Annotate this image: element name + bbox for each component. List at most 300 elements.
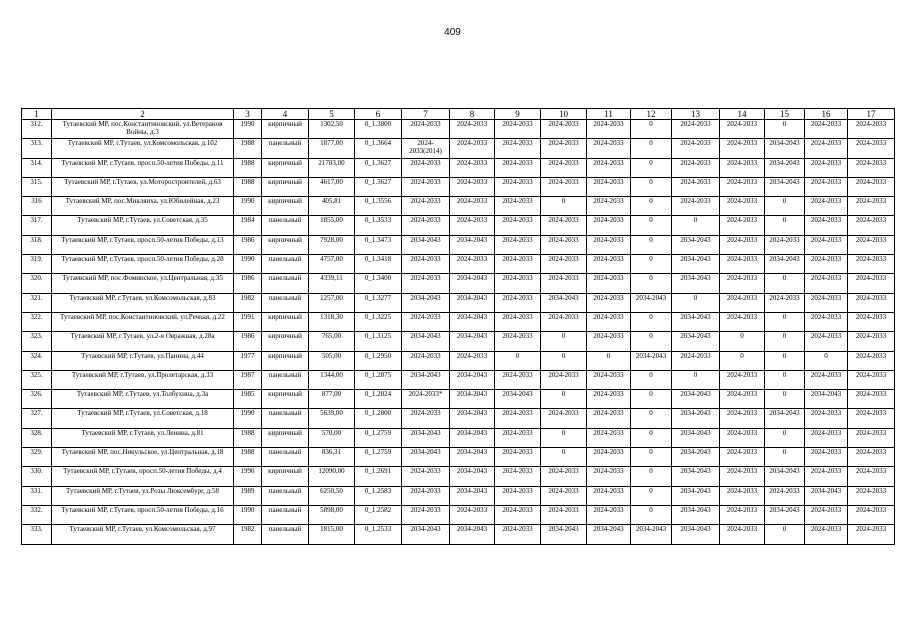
table-cell: 2034-2043 — [672, 505, 720, 524]
table-cell: 2024-2033 — [402, 505, 450, 524]
table-cell: 1988 — [234, 158, 262, 177]
table-cell: панельный — [262, 525, 309, 544]
table-cell: 2024-2033 — [720, 428, 765, 447]
table-cell: 2024-2033 — [402, 216, 450, 235]
table-cell: 1855,00 — [309, 216, 355, 235]
table-cell: 0_1.2583 — [355, 486, 402, 505]
address-cell: Тутаевский МР, г.Тутаев, ул.2-я Овражная, д.28а — [52, 332, 234, 351]
table-cell: 836,31 — [309, 448, 355, 467]
address-cell: Тутаевский МР, г.Тутаев, ул.Советская, д.35 — [52, 216, 234, 235]
table-cell: 2024-2033 — [805, 197, 848, 216]
table-cell: 2034-2043 — [450, 525, 495, 544]
table-cell: 2024-2033 — [495, 428, 541, 447]
table-cell: 1990 — [234, 120, 262, 139]
table-cell: 405,81 — [309, 197, 355, 216]
table-cell: 2024-2033 — [495, 235, 541, 254]
table-cell: 2024-2033 — [720, 467, 765, 486]
table-cell: 2024-2033 — [805, 312, 848, 331]
table-cell: 2024-2033 — [805, 235, 848, 254]
table-cell: 0_1.2950 — [355, 351, 402, 370]
address-cell: Тутаевский МР, г.Тутаев, просп.50-летия Победы, д.11 — [52, 158, 234, 177]
table-cell: 0 — [631, 139, 672, 158]
table-cell: 0_1.3627 — [355, 158, 402, 177]
table-cell: панельный — [262, 505, 309, 524]
table-cell: 2024-2033 — [402, 197, 450, 216]
table-cell: 2024-2033 — [805, 332, 848, 351]
table-cell: 2034-2043 — [402, 525, 450, 544]
table-cell: 0 — [805, 351, 848, 370]
table-cell: 0 — [631, 255, 672, 274]
table-cell: 2024-2033 — [587, 216, 631, 235]
table-cell: 2024-2033 — [848, 486, 895, 505]
table-cell: 2024-2033 — [541, 235, 587, 254]
table-cell: 2024-2033 — [848, 120, 895, 139]
row-number-cell: 314. — [22, 158, 52, 177]
table-cell: 0 — [765, 274, 805, 293]
table-row — [22, 139, 895, 158]
table-cell: 0_1.2691 — [355, 467, 402, 486]
column-header: 4 — [262, 109, 309, 120]
table-cell: 2024-2033 — [805, 428, 848, 447]
table-cell: 2024-2033 — [541, 177, 587, 196]
table-cell: панельный — [262, 370, 309, 389]
table-row — [22, 390, 895, 409]
table-cell: 2034-2043 — [402, 428, 450, 447]
table-cell: 2024-2033 — [587, 409, 631, 428]
table-cell: 2024-2033 — [805, 158, 848, 177]
table-body — [22, 120, 895, 545]
table-cell: кирпичный — [262, 197, 309, 216]
table-cell: 2024-2033 — [720, 197, 765, 216]
table-cell: 2024-2033 — [720, 139, 765, 158]
table-cell: 2024-2033 — [495, 216, 541, 235]
table-cell: 2034-2043 — [450, 274, 495, 293]
table-cell: кирпичный — [262, 158, 309, 177]
address-cell: Тутаевский МР, г.Тутаев, просп.50-летия Победы, д.13 — [52, 235, 234, 254]
table-cell: 2024-2033 — [805, 370, 848, 389]
table-cell: 2024-2033 — [848, 505, 895, 524]
table-cell: 2034-2043 — [672, 448, 720, 467]
table-cell: 2024-2033 — [765, 486, 805, 505]
table-cell: 2034-2043 — [672, 390, 720, 409]
table-cell: 2024-2033 — [587, 255, 631, 274]
address-cell: Тутаевский МР, пос.Константиновский, ул.Речная, д.22 — [52, 312, 234, 331]
table-cell: 2034-2043 — [765, 255, 805, 274]
column-header: 16 — [805, 109, 848, 120]
table-cell: 2024-2033 — [450, 197, 495, 216]
table-cell: 0 — [765, 370, 805, 389]
table-cell: 2034-2043 — [765, 158, 805, 177]
row-number-cell: 328. — [22, 428, 52, 447]
table-cell: 1990 — [234, 467, 262, 486]
table-cell: 2024-2033 — [495, 197, 541, 216]
table-cell: 2024-2033 — [402, 312, 450, 331]
table-cell: 0 — [495, 351, 541, 370]
column-header: 6 — [355, 109, 402, 120]
table-row — [22, 467, 895, 486]
table-row — [22, 505, 895, 524]
column-header: 1 — [22, 109, 52, 120]
table-cell: 0 — [541, 197, 587, 216]
table-cell: 1989 — [234, 486, 262, 505]
row-number-cell: 317. — [22, 216, 52, 235]
table-row — [22, 486, 895, 505]
table-cell: 2024-2033 — [587, 312, 631, 331]
row-number-cell: 326. — [22, 390, 52, 409]
table-cell: 0 — [672, 293, 720, 312]
table-cell: 0 — [541, 448, 587, 467]
table-cell: кирпичный — [262, 177, 309, 196]
table-cell: 2024-2033(2014) — [402, 139, 450, 158]
table-cell: 0_1.3400 — [355, 274, 402, 293]
table-cell: 2034-2043 — [672, 235, 720, 254]
table-cell: 2034-2043 — [450, 467, 495, 486]
table-cell: 2024-2033 — [587, 332, 631, 351]
table-cell: 0 — [541, 428, 587, 447]
table-cell: 2024-2033 — [848, 197, 895, 216]
table-cell: 2034-2043 — [402, 448, 450, 467]
table-cell: 2034-2043 — [541, 293, 587, 312]
table-cell: 2024-2033 — [541, 120, 587, 139]
table-cell: 765,00 — [309, 332, 355, 351]
table-cell: 2024-2033 — [720, 274, 765, 293]
table-cell: 2024-2033 — [587, 235, 631, 254]
table-cell: 2024-2033 — [848, 158, 895, 177]
table-cell: 0 — [765, 428, 805, 447]
table-cell: 2024-2033 — [720, 255, 765, 274]
table-cell: 1990 — [234, 505, 262, 524]
table-cell: 1987 — [234, 370, 262, 389]
column-header: 17 — [848, 109, 895, 120]
table-cell: 2024-2033 — [848, 274, 895, 293]
table-cell: 2034-2043 — [402, 370, 450, 389]
table-cell: панельный — [262, 293, 309, 312]
table-cell: 2024-2033 — [805, 216, 848, 235]
table-cell: 0 — [631, 120, 672, 139]
table-cell: 877,00 — [309, 390, 355, 409]
table-cell: кирпичный — [262, 428, 309, 447]
table-cell: 1991 — [234, 312, 262, 331]
table-cell: 2034-2043 — [765, 139, 805, 158]
table-cell: 2024-2033 — [495, 255, 541, 274]
table-cell: 0 — [765, 216, 805, 235]
table-cell: 2024-2033 — [450, 216, 495, 235]
table-cell: 1986 — [234, 274, 262, 293]
table-cell: панельный — [262, 274, 309, 293]
table-cell: 2024-2033 — [541, 255, 587, 274]
table-cell: 0 — [631, 312, 672, 331]
table-cell: 2024-2033 — [805, 255, 848, 274]
table-cell: 2024-2033 — [720, 486, 765, 505]
table-cell: 0_1.3533 — [355, 216, 402, 235]
table-cell: 2024-2033 — [805, 409, 848, 428]
table-cell: 0 — [541, 390, 587, 409]
table-cell: 0 — [631, 274, 672, 293]
table-cell: 2024-2033 — [672, 120, 720, 139]
table-cell: 2024-2033 — [720, 216, 765, 235]
address-cell: Тутаевский МР, г.Тутаев, просп.50-летия Победы, д.28 — [52, 255, 234, 274]
table-cell: 2024-2033 — [672, 139, 720, 158]
table-cell: 0 — [541, 351, 587, 370]
table-cell: 2024-2033 — [587, 293, 631, 312]
table-cell: 2034-2043 — [672, 409, 720, 428]
table-cell: 2024-2033 — [805, 467, 848, 486]
address-cell: Тутаевский МР, г.Тутаев, ул.Панина, д.44 — [52, 351, 234, 370]
table-cell: 2024-2033 — [402, 351, 450, 370]
table-cell: 2024-2033 — [450, 120, 495, 139]
table-cell: 1988 — [234, 139, 262, 158]
table-cell: панельный — [262, 216, 309, 235]
address-cell: Тутаевский МР, пос.Константиновский, ул.Ветеранов Войны, д.3 — [52, 120, 234, 139]
table-cell: 2024-2033 — [402, 409, 450, 428]
page-number: 409 — [444, 27, 461, 38]
row-number-cell: 324. — [22, 351, 52, 370]
column-header: 5 — [309, 109, 355, 120]
table-cell: 1986 — [234, 235, 262, 254]
table-cell: 2034-2043 — [631, 525, 672, 544]
table-cell: 2024-2033 — [587, 505, 631, 524]
table-cell: панельный — [262, 486, 309, 505]
table-cell: 12090,00 — [309, 467, 355, 486]
table-cell: 2024-2033 — [672, 158, 720, 177]
table-cell: 0 — [765, 525, 805, 544]
table-cell: 2024-2033 — [720, 120, 765, 139]
table-cell: 2034-2043 — [631, 351, 672, 370]
table-cell: 2024-2033 — [720, 505, 765, 524]
table-cell: 1985 — [234, 390, 262, 409]
table-cell: 2024-2033 — [495, 525, 541, 544]
table-row — [22, 158, 895, 177]
column-header: 10 — [541, 109, 587, 120]
column-header: 7 — [402, 109, 450, 120]
table-cell: 2034-2043 — [450, 486, 495, 505]
table-cell: 2034-2043 — [672, 274, 720, 293]
address-cell: Тутаевский МР, пос.Микляиха, ул.Юбилейная, д.23 — [52, 197, 234, 216]
table-cell: 2024-2033 — [672, 177, 720, 196]
table-cell: 2024-2033 — [848, 139, 895, 158]
table-cell: 2024-2033 — [402, 158, 450, 177]
table-cell: 0 — [672, 216, 720, 235]
address-cell: Тутаевский МР, г.Тутаев, ул.Комсомольская, д.83 — [52, 293, 234, 312]
table-cell: 2024-2033 — [402, 467, 450, 486]
table-cell: 2024-2033 — [495, 139, 541, 158]
table-cell: панельный — [262, 255, 309, 274]
table-cell: 2024-2033 — [848, 312, 895, 331]
table-cell: 2024-2033 — [848, 428, 895, 447]
table-cell: 2024-2033 — [805, 448, 848, 467]
table-cell: 2024-2033 — [805, 293, 848, 312]
table-cell: 2024-2033 — [805, 525, 848, 544]
table-cell: 1982 — [234, 293, 262, 312]
table-cell: 2024-2033 — [848, 332, 895, 351]
address-cell: Тутаевский МР, пос.Никульское, ул.Центральная, д.18 — [52, 448, 234, 467]
row-number-cell: 315. — [22, 177, 52, 196]
table-cell: 2024-2033 — [587, 467, 631, 486]
table-cell: панельный — [262, 448, 309, 467]
table-cell: 2024-2033 — [541, 139, 587, 158]
address-cell: Тутаевский МР, г.Тутаев, ул.Ленина, д.81 — [52, 428, 234, 447]
table-cell: 5898,00 — [309, 505, 355, 524]
table-cell: 2024-2033 — [495, 370, 541, 389]
table-cell: 0 — [631, 390, 672, 409]
table-cell: 2024-2033 — [587, 158, 631, 177]
table-cell: 2024-2033 — [848, 448, 895, 467]
table-cell: 0 — [765, 332, 805, 351]
table-cell: 2024-2033 — [587, 370, 631, 389]
table-cell: 0 — [631, 216, 672, 235]
table-cell: 2024-2033 — [848, 255, 895, 274]
table-cell: 2024-2033 — [495, 409, 541, 428]
table-cell: 2034-2043 — [631, 293, 672, 312]
table-cell: 2024-2033 — [402, 255, 450, 274]
table-cell: 2034-2043 — [402, 235, 450, 254]
row-number-cell: 316 — [22, 197, 52, 216]
table-cell: 2024-2033 — [587, 139, 631, 158]
table-row — [22, 332, 895, 351]
table-cell: 2024-2033 — [587, 197, 631, 216]
table-cell: 2024-2033 — [765, 293, 805, 312]
table-cell: 2034-2043 — [450, 448, 495, 467]
table-cell: 0_1.2800 — [355, 409, 402, 428]
table-cell: 2024-2033 — [541, 312, 587, 331]
table-row — [22, 274, 895, 293]
table-cell: 0_1.2824 — [355, 390, 402, 409]
table-cell: 2024-2033 — [541, 216, 587, 235]
table-cell: 0 — [541, 332, 587, 351]
table-row — [22, 293, 895, 312]
table-cell: 2024-2033 — [495, 467, 541, 486]
column-header: 3 — [234, 109, 262, 120]
table-cell: 1988 — [234, 428, 262, 447]
table-cell: 2024-2033 — [672, 351, 720, 370]
table-cell: 2024-2033 — [805, 505, 848, 524]
table-cell: 0_1.2759 — [355, 448, 402, 467]
table-cell: 2034-2043 — [672, 486, 720, 505]
table-row — [22, 235, 895, 254]
row-number-cell: 327. — [22, 409, 52, 428]
table-cell: 2034-2043 — [672, 255, 720, 274]
table-cell: 1302,50 — [309, 120, 355, 139]
table-cell: 0_1.3800 — [355, 120, 402, 139]
table-cell: панельный — [262, 409, 309, 428]
table-cell: 2034-2043 — [805, 486, 848, 505]
table-cell: 5639,00 — [309, 409, 355, 428]
table-cell: 2034-2043 — [450, 312, 495, 331]
table-cell: кирпичный — [262, 351, 309, 370]
table-cell: 0_1.2533 — [355, 525, 402, 544]
table-cell: 2024-2033 — [805, 274, 848, 293]
table-cell: 2024-2033 — [805, 120, 848, 139]
table-cell: 2024-2033 — [587, 448, 631, 467]
row-number-cell: 323. — [22, 332, 52, 351]
table-cell: 0_1.3627 — [355, 177, 402, 196]
table-cell: кирпичный — [262, 467, 309, 486]
table-cell: 0 — [765, 448, 805, 467]
table-cell: 0 — [631, 332, 672, 351]
table-cell: 1318,30 — [309, 312, 355, 331]
table-cell: 0 — [631, 486, 672, 505]
table-cell: 0_1.2759 — [355, 428, 402, 447]
table-cell: 2024-2033 — [848, 467, 895, 486]
table-cell: 2024-2033 — [495, 293, 541, 312]
table-cell: 2024-2033 — [848, 177, 895, 196]
table-cell: 2034-2043 — [450, 409, 495, 428]
table-cell: 2034-2043 — [495, 390, 541, 409]
table-cell: 2024-2033 — [587, 428, 631, 447]
table-cell: 0 — [765, 197, 805, 216]
table-cell: 1990 — [234, 255, 262, 274]
table-cell: 1977 — [234, 351, 262, 370]
table-cell: 2024-2033 — [587, 486, 631, 505]
row-number-cell: 333. — [22, 525, 52, 544]
table-cell: 2034-2043 — [450, 428, 495, 447]
table-cell: 0_1.2582 — [355, 505, 402, 524]
table-cell: 2024-2033 — [495, 448, 541, 467]
table-row — [22, 448, 895, 467]
table-cell: 21703,00 — [309, 158, 355, 177]
table-cell: 2024-2033 — [720, 312, 765, 331]
row-number-cell: 312. — [22, 120, 52, 139]
table-cell: 1984 — [234, 216, 262, 235]
table-cell: 0_1.3473 — [355, 235, 402, 254]
table-cell: 2034-2043 — [541, 525, 587, 544]
table-cell: 2034-2043 — [672, 312, 720, 331]
table-cell: 2024-2033 — [720, 177, 765, 196]
table-row — [22, 120, 895, 139]
row-number-cell: 321. — [22, 293, 52, 312]
table-cell: 0 — [631, 409, 672, 428]
table-cell: 2024-2033 — [495, 177, 541, 196]
table-cell: 0 — [631, 177, 672, 196]
table-cell: 2024-2033 — [848, 390, 895, 409]
table-cell: 0 — [631, 505, 672, 524]
address-cell: Тутаевский МР, г.Тутаев, ул.Толбухина, д.3а — [52, 390, 234, 409]
table-cell: 2024-2033 — [402, 486, 450, 505]
table-cell: 1815,00 — [309, 525, 355, 544]
table-cell: 1988 — [234, 177, 262, 196]
table-cell: 2024-2033 — [402, 177, 450, 196]
table-cell: кирпичный — [262, 332, 309, 351]
table-cell: 4339,11 — [309, 274, 355, 293]
table-cell: панельный — [262, 139, 309, 158]
table-cell: 2024-2033 — [587, 274, 631, 293]
table-cell: 0 — [672, 370, 720, 389]
table-cell: 2024-2033 — [848, 351, 895, 370]
table-cell: 2034-2043 — [672, 525, 720, 544]
table-row — [22, 216, 895, 235]
table-cell: 1988 — [234, 448, 262, 467]
table-cell: 0 — [587, 351, 631, 370]
table-cell: 2024-2033 — [848, 235, 895, 254]
table-cell: 2034-2043 — [450, 390, 495, 409]
address-cell: Тутаевский МР, пос.Фоминское, ул.Центральная, д.35 — [52, 274, 234, 293]
table-cell: 2024-2033 — [541, 370, 587, 389]
table-cell: 2024-2033 — [495, 505, 541, 524]
address-cell: Тутаевский МР, г.Тутаев, ул.Комсомольская, д.102 — [52, 139, 234, 158]
table-cell: 0_1.3556 — [355, 197, 402, 216]
table-cell: 0 — [631, 197, 672, 216]
table-cell: 2024-2033 — [450, 505, 495, 524]
table-cell: 0 — [765, 390, 805, 409]
column-header: 15 — [765, 109, 805, 120]
table-cell: 2024-2033 — [450, 139, 495, 158]
table-cell: 6250,50 — [309, 486, 355, 505]
table-cell: кирпичный — [262, 390, 309, 409]
table-cell: 2024-2033 — [495, 312, 541, 331]
housing-register-table — [21, 108, 895, 545]
table-cell: 1877,00 — [309, 139, 355, 158]
table-cell: 0_1.3125 — [355, 332, 402, 351]
